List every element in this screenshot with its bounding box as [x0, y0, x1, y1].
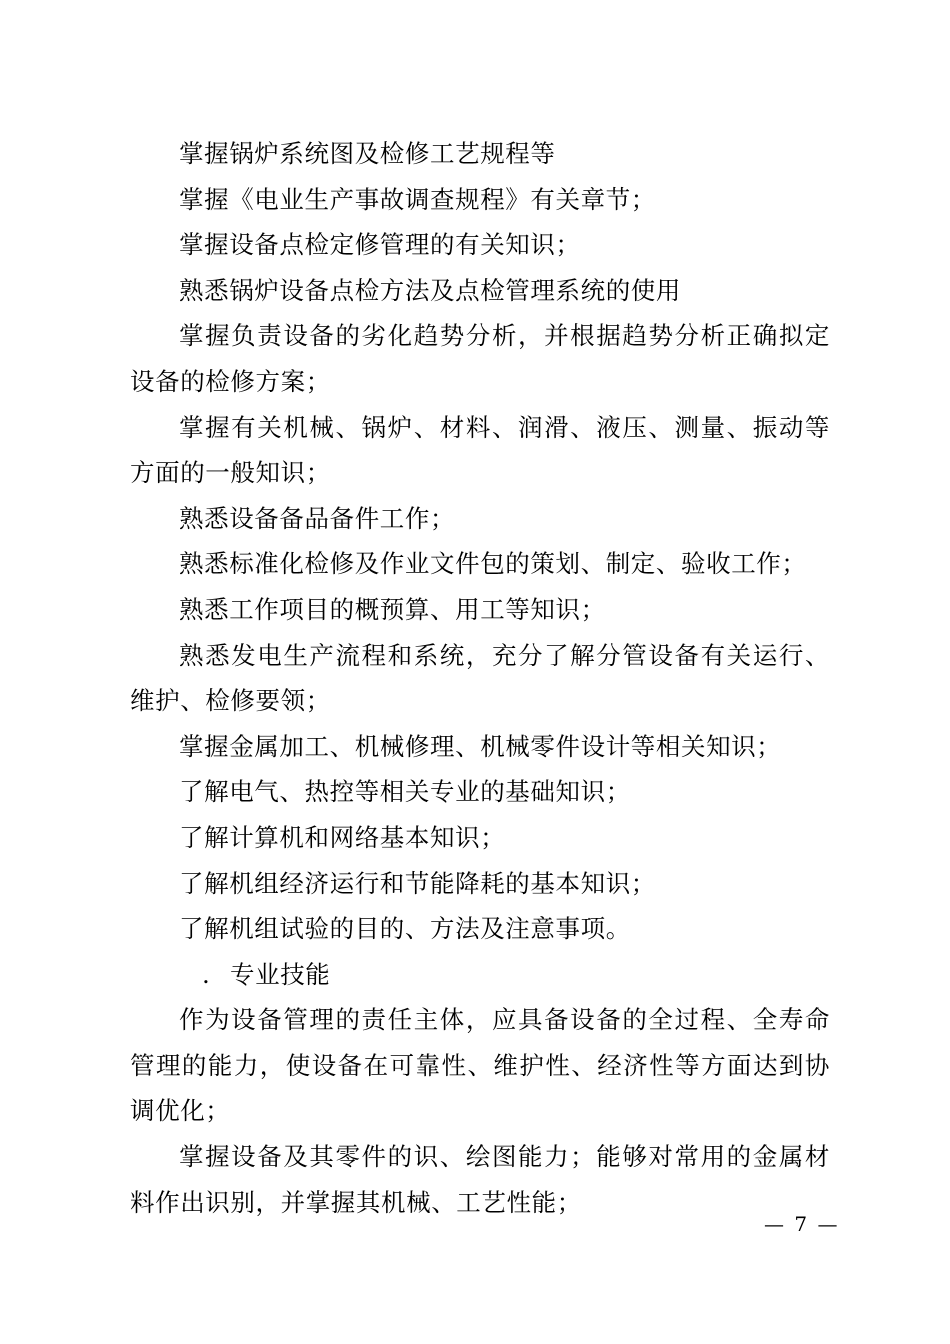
paragraph: 熟悉标准化检修及作业文件包的策划、制定、验收工作； [179, 549, 807, 579]
paragraph: 作为设备管理的责任主体，应具备设备的全过程、全寿命管理的能力，使设备在可靠性、维护性、经济性等方面达到协调优化； [130, 1005, 830, 1126]
section-heading [130, 952, 830, 998]
paragraph: 熟悉工作项目的概预算、用工等知识； [179, 594, 606, 624]
paragraph: 了解机组试验的目的、方法及注意事项。 [179, 914, 631, 944]
paragraph: 掌握设备及其零件的识、绘图能力；能够对常用的金属材料作出识别，并掌握其机械、工艺性能； [130, 1142, 830, 1217]
paragraph: 熟悉设备备品备件工作； [179, 503, 456, 533]
paragraph: 掌握《电业生产事故调查规程》有关章节； [179, 184, 656, 214]
document-body [130, 131, 830, 1225]
paragraph: 了解计算机和网络基本知识； [179, 822, 506, 852]
paragraph: 了解机组经济运行和节能降耗的基本知识； [179, 868, 656, 898]
paragraph: 掌握设备点检定修管理的有关知识； [179, 230, 581, 260]
page-number: — 7 — [764, 1212, 840, 1236]
paragraph: 熟悉锅炉设备点检方法及点检管理系统的使用 [179, 275, 681, 305]
paragraph: 掌握锅炉系统图及检修工艺规程等 [179, 139, 556, 168]
paragraph: 掌握有关机械、锅炉、材料、润滑、液压、测量、振动等方面的一般知识； [130, 412, 830, 488]
section-heading-number: . [202, 959, 211, 989]
paragraph: 了解电气、热控等相关专业的基础知识； [179, 777, 631, 807]
paragraph: 掌握负责设备的劣化趋势分析，并根据趋势分析正确拟定设备的检修方案； [130, 321, 830, 396]
paragraph: 掌握金属加工、机械修理、机械零件设计等相关知识； [179, 731, 782, 761]
section-heading-title: 专业技能 [230, 959, 331, 989]
paragraph: 熟悉发电生产流程和系统，充分了解分管设备有关运行、维护、检修要领； [130, 640, 830, 716]
